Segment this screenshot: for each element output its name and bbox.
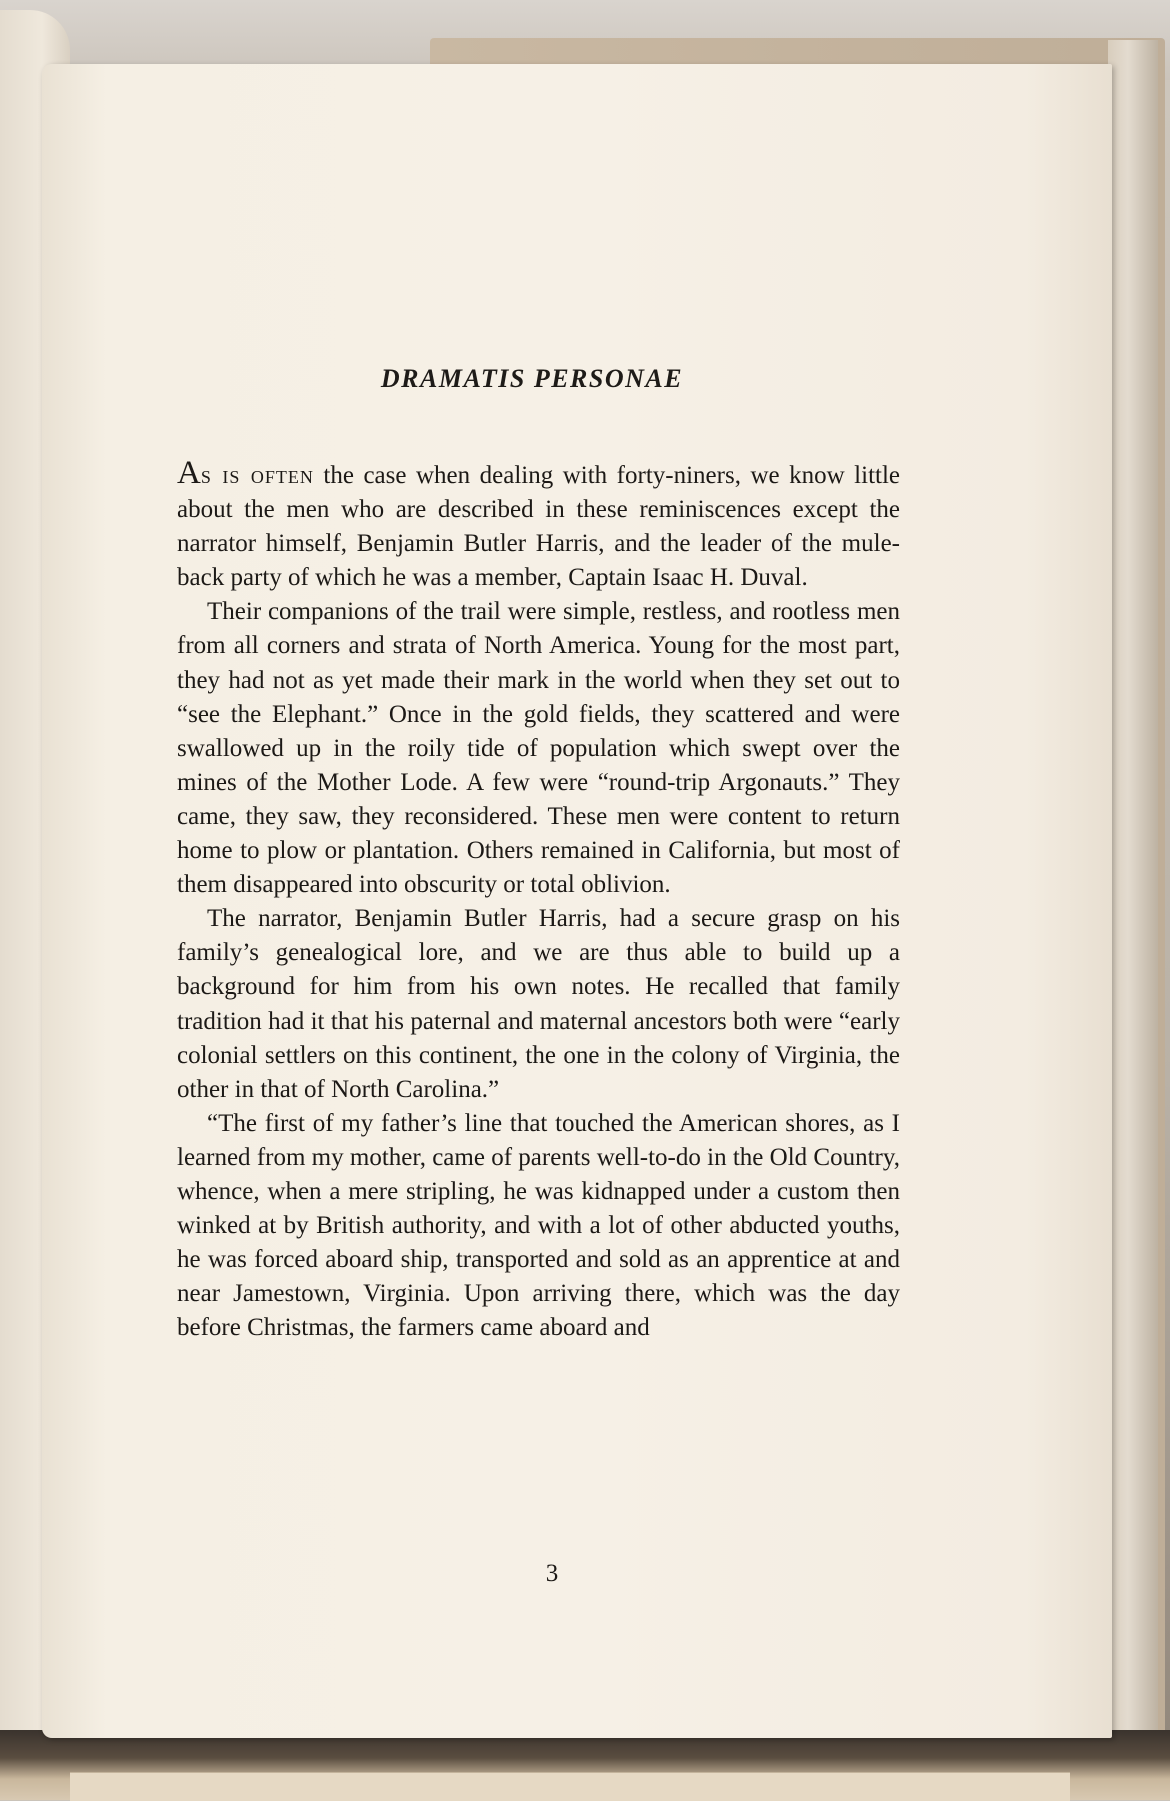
book-cover-right-edge [1108, 40, 1158, 1740]
book-page [42, 64, 1112, 1738]
book-below-page-edge [70, 1772, 1070, 1801]
drop-cap: A [177, 455, 201, 491]
body-text [177, 456, 900, 1345]
paragraph-2: Their companions of the trail were simple, restless, and rootless men from all corners and strata of North America. Young for the most part, they had not as yet made their mark in the world when they set out to “see the Elephant.” Once in the gold fields, they scattered and were swallowed up in the roily tide of population which swept over the mines of the Mother Lode. A few were “round-trip Argonauts.” They came, they saw, they reconsidered. These men were content to return home to plow or plantation. Others remained in California, but most of them disappeared into obscurity or total oblivion. [177, 598, 900, 899]
opening-small-caps: s is often [200, 462, 314, 489]
paragraph-3: The narrator, Benjamin Butler Harris, had a secure grasp on his family’s genealogical lore, and we are thus able to build up a background for him from his own notes. He recalled that family tradition had it that his paternal and maternal ancestors both were “early colonial settlers on this continent, the one in the colony of Virginia, the other in that of North Carolina.” [177, 905, 900, 1103]
page-number: 3 [545, 1560, 559, 1587]
page-heading: DRAMATIS PERSONAE [380, 364, 684, 393]
opening-paragraph [177, 456, 900, 595]
opening-text: the case when dealing with forty-niners, we know little about the men who are described in these reminiscences except the narrator himself, Benjamin Butler Harris, and the leader of the mule-back party of which he was a member, Captain Isaac H. Duval. [177, 462, 901, 592]
paragraph-4: “The first of my father’s line that touched the American shores, as I learned from my mother, came of parents well-to-do in the Old Country, whence, when a mere stripling, he was kidnapped under a custom then winked at by British authority, and with a lot of other abducted youths, he was forced aboard ship, transported and sold as an apprentice at and near Jamestown, Virginia. Upon arriving there, which was the day before Christmas, the farmers came aboard and [177, 1109, 900, 1342]
